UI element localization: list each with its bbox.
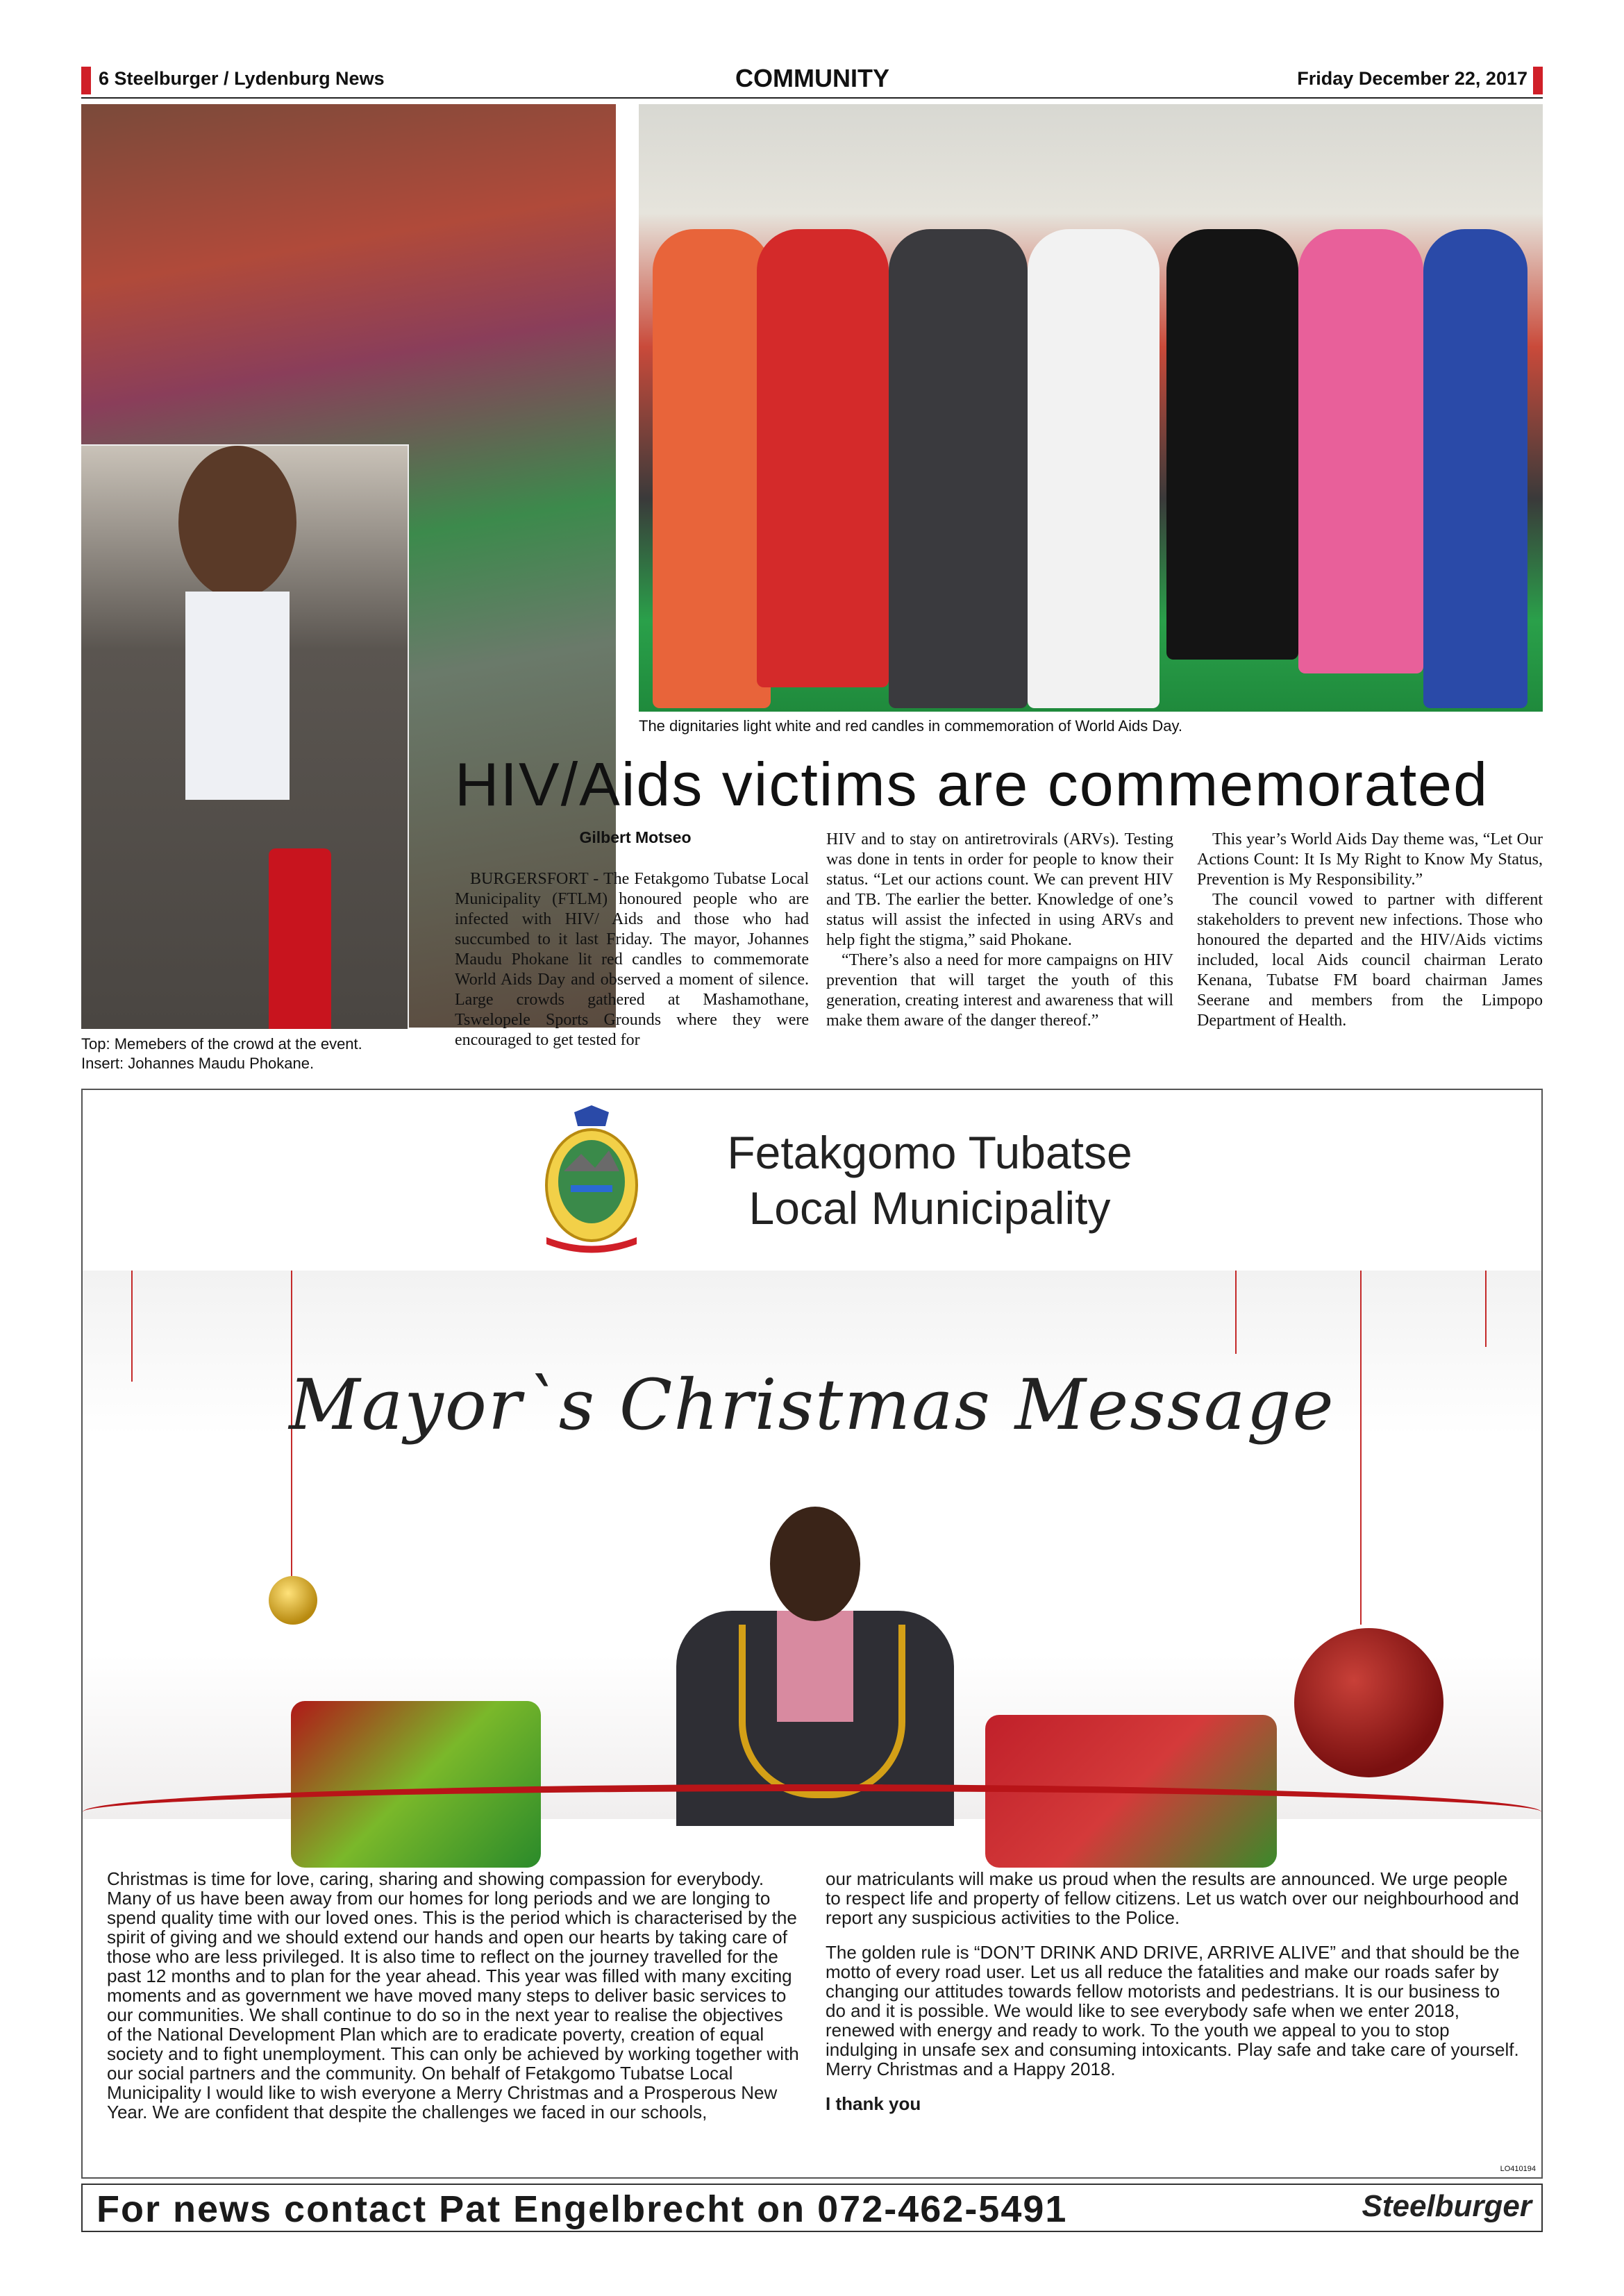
figure [653, 229, 771, 708]
figure [1423, 229, 1527, 708]
article-column-2 [826, 830, 1173, 1031]
municipality-name-line: Local Municipality [748, 1182, 1111, 1234]
article-paragraph: “There’s also a need for more campaigns on HIV prevention that will target the youth of this generation, creating interest and awareness that will make them aware of the danger thereof.” [826, 951, 1173, 1030]
article-column-1 [455, 869, 809, 1050]
header-rule [81, 97, 1543, 99]
article-column-3 [1197, 830, 1543, 1031]
red-swoosh-divider [83, 1784, 1541, 1840]
portrait-shirt [185, 592, 290, 800]
crowd-caption [81, 1034, 362, 1073]
insert-caption-line: Insert: Johannes Maudu Phokane. [81, 1055, 315, 1072]
article-paragraph: HIV and to stay on antiretrovirals (ARVs). Testing was done in tents in order for people to know their status. “Let our actions count. We can prevent HIV and TB. The earlier the better. Knowledge of one’s status will assist the infected in using ARVs and help fight the stigma,” said Phokane. [826, 830, 1173, 949]
figure [1028, 229, 1160, 708]
red-candle [269, 848, 331, 1029]
header-accent-right [1533, 67, 1543, 94]
article-paragraph: The council vowed to partner with different stakeholders to prevent new infections. Those who honoured the departed and the HIV/Aids victims included, local Aids council chairman Lerato Kenana, Tubatse FM board chairman James Seerane and members from the Limpopo Department of Health. [1197, 891, 1543, 1030]
page-folio: 6 Steelburger / Lydenburg News [99, 68, 385, 89]
red-bauble-icon [1294, 1628, 1443, 1777]
dignitaries-caption: The dignitaries light white and red candles in commemoration of World Aids Day. [639, 717, 1183, 735]
section-title: COMMUNITY [735, 64, 889, 92]
municipality-name [652, 1125, 1207, 1236]
advert-paragraph: Christmas is time for love, caring, sharing and showing compassion for everybody. Many of us have been away from our homes for long periods and we are longing to spend quality time with our loved ones. This is the period which is characterised by the spirit of giving and we should extend our hands and open our hearts by taking care of those who are less privileged. It is also time to reflect on the journey travelled for the past 12 months and to plan for the year ahead. This year was filled with many exciting moments and as government we have moved many steps to deliver basic services to our communities. We shall continue to do so in the next year to realise the objectives of the National Development Plan which are to eradicate poverty, creation of equal society and to fight unemployment. This can only be achieved by working together with our social partners and the community. On behalf of Fetakgomo Tubatse Local Municipality I would like to wish everyone a Merry Christmas and a Prosperous New Year. We are confident that despite the challenges we faced in our schools, [107, 1868, 799, 2122]
mayor-portrait [662, 1507, 968, 1819]
portrait-head [770, 1507, 860, 1621]
advert-signoff: I thank you [826, 2093, 921, 2114]
mayor-insert-photo [81, 444, 409, 1029]
figure [1166, 229, 1298, 660]
steelburger-logo: Steelburger [1362, 2189, 1532, 2223]
municipality-crest-icon [533, 1105, 651, 1255]
advert-title: Mayor`s Christmas Message [289, 1364, 1335, 1446]
gold-bauble-icon [269, 1576, 317, 1625]
advert-code: LO410194 [1500, 2165, 1536, 2173]
advert-text-left [107, 1869, 801, 2137]
figure [1298, 229, 1423, 673]
advert-text-right [826, 1869, 1520, 2129]
article-paragraph: This year’s World Aids Day theme was, “Let Our Actions Count: It Is My Right to Know My Status, Prevention is My Responsibility.” [1197, 830, 1543, 889]
ornament-string [1485, 1271, 1487, 1347]
crowd-caption-line: Top: Memebers of the crowd at the event. [81, 1035, 362, 1053]
ornament-string [1235, 1271, 1237, 1354]
portrait-head [178, 446, 296, 598]
figure [757, 229, 889, 687]
christmas-banner [83, 1271, 1541, 1819]
advert-paragraph: The golden rule is “DON’T DRINK AND DRIVE, ARRIVE ALIVE” and that should be the motto of every road user. Let us all reduce the fatalities and make our roads safer by changing our attitudes towards fellow motorists and pedestrians. It is our business to do and it is possible. We would like to see everybody safe when we enter 2018, renewed with energy and ready to work. To the youth we appeal to you to stop indulging in unsafe sex and consuming intoxicants. Play safe and take care of yourself. Merry Christmas and a Happy 2018. [826, 1942, 1520, 2079]
municipality-name-line: Fetakgomo Tubatse [727, 1127, 1132, 1178]
news-contact: For news contact Pat Engelbrecht on 072-462-5491 [97, 2188, 1068, 2230]
advert-paragraph: our matriculants will make us proud when the results are announced. We urge people to respect life and property of fellow citizens. Let us watch over our neighbourhood and report any suspicious activities to the Police. [826, 1868, 1519, 1928]
ornament-string [1360, 1271, 1362, 1625]
issue-date: Friday December 22, 2017 [1297, 68, 1527, 89]
mayor-christmas-advert [81, 1089, 1543, 2179]
gift-decoration-left [291, 1701, 541, 1868]
header-accent-left [81, 67, 91, 94]
article-headline: HIV/Aids victims are commemorated [455, 750, 1489, 819]
article-byline: Gilbert Motseo [579, 828, 692, 846]
mayoral-chain [739, 1625, 905, 1798]
article-paragraph: BURGERSFORT - The Fetakgomo Tubatse Local Municipality (FTLM) honoured people who are infected with HIV/ Aids and those who had succumbed to it last Friday. The mayor, Johannes Maudu Phokane lit red candles to commemorate World Aids Day and observed a moment of silence. Large crowds gathered at Mashamothane, Tswelopele Sports Grounds where they were encouraged to get tested for [455, 870, 809, 1049]
figure [889, 229, 1028, 708]
dignitaries-photo [639, 104, 1543, 712]
footer-contact-bar [81, 2184, 1543, 2232]
